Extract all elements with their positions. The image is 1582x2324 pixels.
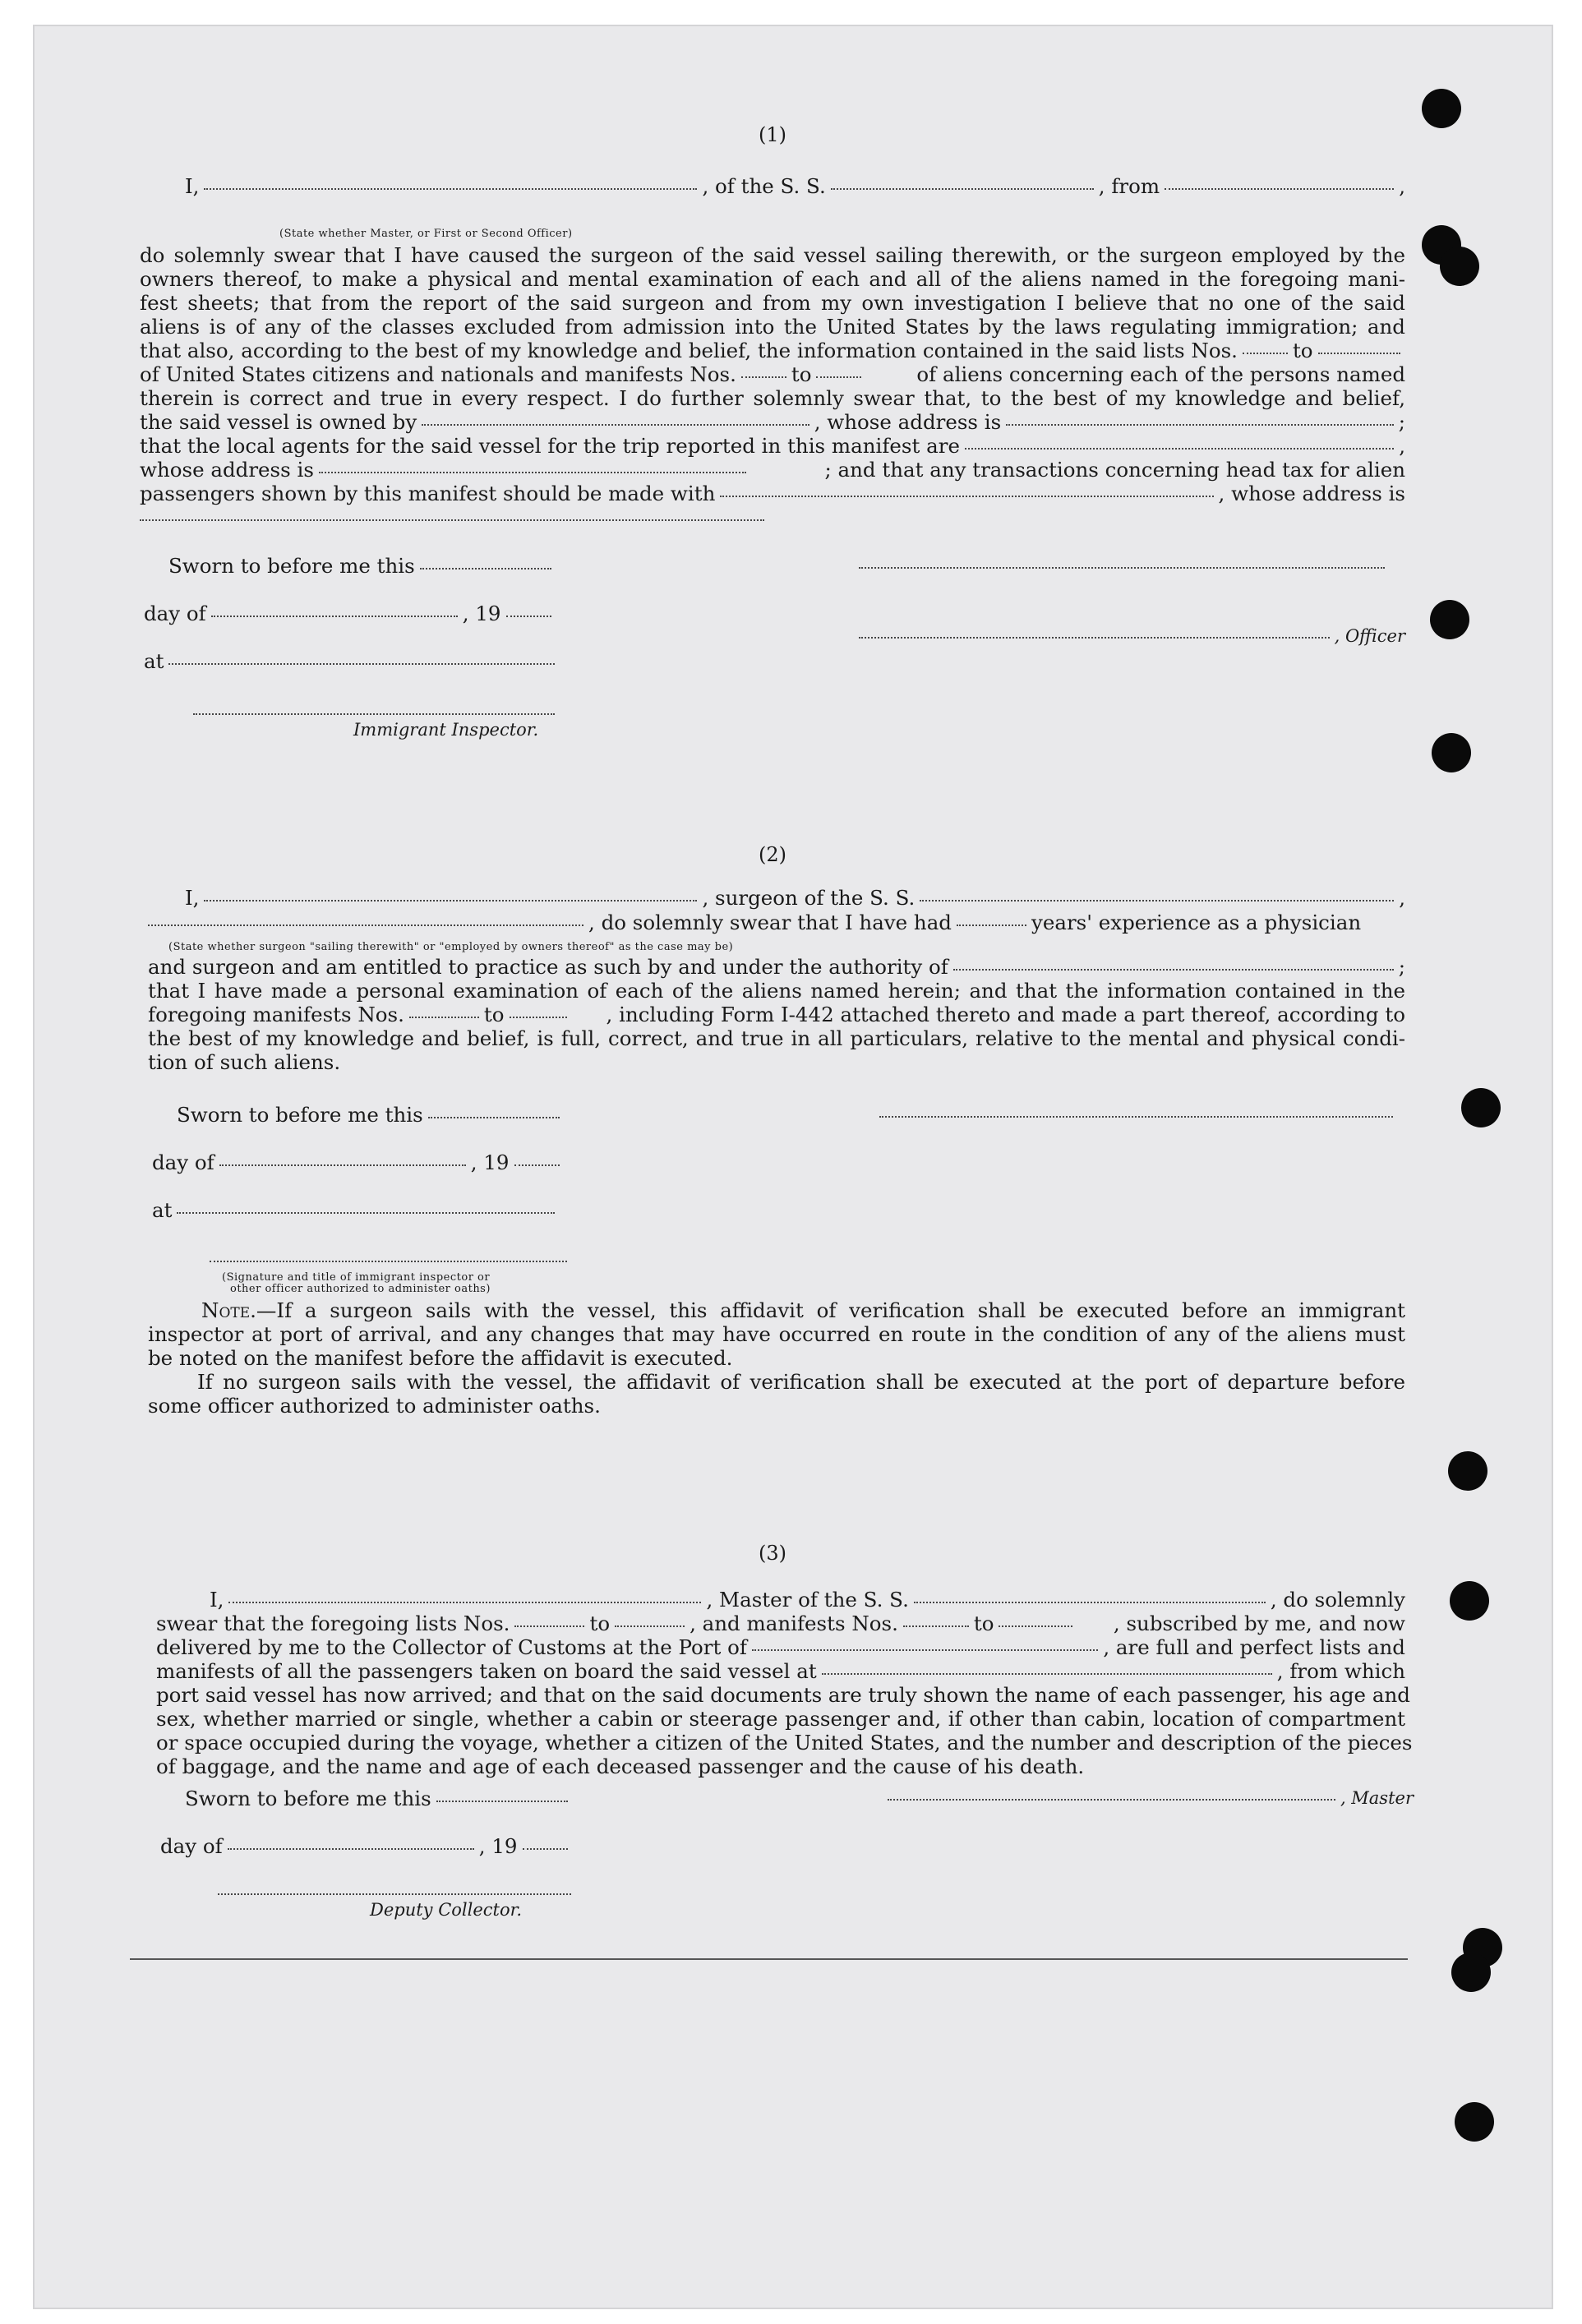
section-number: (1)	[759, 123, 786, 146]
master-lists-to-field[interactable]	[615, 1625, 685, 1627]
punch-hole	[1450, 1581, 1489, 1621]
agents-field[interactable]	[965, 447, 1394, 450]
surgeon-manifests-from-field[interactable]	[409, 1017, 479, 1018]
affidavit-section-3: (3) I, , Master of the S. S. , do solemnly swear that the foregoing lists Nos. to , and manifests Nos. to , subscribed by me, and now delivered by me to the Collector of Customs at the Port of , are full and perfect lists and manifests of all the passengers taken on board the said vessel at , from which port said vessel has now arrived; and that on the said documents are truly shown the name of each passenger, his age and sex, whether married or single, whether a cabin or steerage passenger and, if other than cabin, location of compartment or space occupied during the voyage, whether a citizen of the United States, and the number and description of the pieces of baggage, and the name and age of each deceased passenger and the cause of his death. Sworn to before me this day of , 19 Deputy Collector. , Master	[140, 1512, 1405, 1956]
deputy-signature-line[interactable]	[218, 1893, 571, 1895]
punch-hole	[1448, 1451, 1487, 1491]
surgeon-name-field[interactable]	[204, 899, 697, 901]
owner-field[interactable]	[422, 423, 809, 426]
surgeon-note: (State whether surgeon "sailing therewith" or "employed by owners thereof" as the case may be)	[168, 941, 734, 953]
affidavit-section-1: (1) I, , of the S. S. , from , (State whether Master, or First or Second Officer) do solemnly swear that I have caused the surgeon of the said vessel sailing therewith, or the surgeon employed by the owners thereof, to make a physical and mental examination of each and all of the aliens named in the foregoing mani- fest sheets; that from the report of the said surgeon and from my own investigation I believe that no one of the said aliens is of any of the classes excluded from admission into the United States by the laws regulating immigration; and that also, according to the best of my knowledge and belief, the information contained in the said lists Nos. to of United States citizens and nationals and manifests Nos. to of aliens concerning each of the persons named therein is correct and true in every respect. I do further solemnly swear that, to the best of my knowledge and belief, the said vessel is owned by , whose address is ; that the local agents for the said vessel for the trip reported in this manifest are , whose address is ; and that any transactions concerning head tax for alien passengers shown by this manifest should be made with , whose address is Sworn to before me this day of , 19 at Immigrant Inspector. , Officer	[140, 123, 1405, 748]
officer-name-field[interactable]	[204, 187, 697, 190]
officer-signature-line-2[interactable]	[859, 636, 1330, 639]
section-number: (3)	[759, 1542, 786, 1565]
bottom-rule	[130, 1958, 1408, 1960]
sworn-place-field[interactable]	[168, 663, 555, 665]
master-manifests-from-field[interactable]	[903, 1625, 969, 1627]
agents-address-field[interactable]	[319, 472, 746, 473]
embarkation-port-field[interactable]	[822, 1672, 1272, 1675]
master-lists-from-field[interactable]	[514, 1625, 584, 1627]
ship-name-field[interactable]	[920, 899, 1394, 901]
sworn-day-field[interactable]	[428, 1117, 560, 1118]
form-page	[33, 25, 1553, 2309]
section-number: (2)	[759, 843, 786, 866]
affidavit-section-2: (2) I, , surgeon of the S. S. , , do solemnly swear that I have had years' experience as a physician (State whether surgeon "sailing therewith" or "employed by owners thereof" as the case may be) and surgeon and am entitled to practice as such by and under the authority of ; that I have made a personal examination of each of the aliens named herein; and that the information contained in the foregoing manifests Nos. to , including Form I-442 attached thereto and made a part thereof, according to the best of my knowledge and belief, is full, correct, and true in all particulars, relative to the mental and physical condi- tion of such aliens. Sworn to before me this day of , 19 at (Signature and title of immigrant inspector or other officer authorized to administer oaths) Note. —If a surgeon sails with the vessel, this affidavit of verification shall be executed before an immigrant inspector at port of arrival, and any changes that may have occurred en route in the condition of any of the aliens must be noted on the manifest before the affidavit is executed. If no surgeon sails with the vessel, the affidavit of verification shall be executed at the port of departure before some officer authorized to administer oaths.	[140, 814, 1405, 1455]
surgeon-manifests-to-field[interactable]	[510, 1017, 567, 1018]
sworn-year-field[interactable]	[523, 1848, 568, 1850]
ship-name-field[interactable]	[831, 187, 1094, 190]
sworn-place-field[interactable]	[177, 1212, 555, 1214]
address-continuation-field[interactable]	[140, 519, 764, 521]
punch-hole	[1432, 733, 1471, 772]
sworn-month-field[interactable]	[219, 1164, 466, 1166]
sworn-year-field[interactable]	[506, 616, 551, 617]
sworn-month-field[interactable]	[211, 616, 458, 617]
officer-line: I, , of the S. S. , from ,	[185, 174, 1405, 198]
punch-hole	[1430, 600, 1469, 639]
punch-hole	[1461, 1088, 1501, 1127]
sworn-year-field[interactable]	[514, 1164, 560, 1166]
from-port-field[interactable]	[1165, 187, 1394, 190]
witness-note-1: (Signature and title of immigrant inspector or	[222, 1271, 491, 1284]
customs-port-field[interactable]	[752, 1648, 1098, 1651]
inspector-caption: Immigrant Inspector.	[353, 720, 539, 740]
officer-note: (State whether Master, or First or Second Officer)	[279, 228, 573, 240]
surgeon-status-field[interactable]	[148, 925, 583, 926]
authority-field[interactable]	[953, 968, 1394, 971]
manifests-to-field[interactable]	[816, 376, 861, 378]
head-tax-party-field[interactable]	[720, 495, 1213, 497]
punch-hole	[1422, 89, 1461, 128]
witness-signature-line[interactable]	[210, 1261, 567, 1262]
years-experience-field[interactable]	[957, 925, 1026, 926]
punch-hole	[1455, 2102, 1494, 2142]
inspector-signature-line[interactable]	[193, 713, 555, 715]
punch-hole	[1440, 247, 1479, 286]
deputy-caption: Deputy Collector.	[370, 1900, 523, 1920]
ship-name-field[interactable]	[914, 1601, 1266, 1603]
master-name-field[interactable]	[228, 1601, 701, 1603]
witness-note-2: other officer authorized to administer oaths)	[230, 1283, 491, 1295]
lists-from-field[interactable]	[1243, 353, 1288, 354]
sworn-day-field[interactable]	[436, 1801, 568, 1802]
manifests-from-field[interactable]	[741, 376, 786, 378]
sworn-month-field[interactable]	[228, 1848, 474, 1850]
owner-address-field[interactable]	[1006, 423, 1394, 426]
punch-hole	[1451, 1953, 1491, 1992]
officer-signature-line-1[interactable]	[859, 567, 1385, 569]
sworn-day-field[interactable]	[420, 568, 551, 569]
master-signature-line[interactable]	[888, 1798, 1335, 1801]
master-manifests-to-field[interactable]	[999, 1625, 1072, 1627]
lists-to-field[interactable]	[1318, 352, 1400, 354]
surgeon-signature-line[interactable]	[879, 1116, 1393, 1118]
